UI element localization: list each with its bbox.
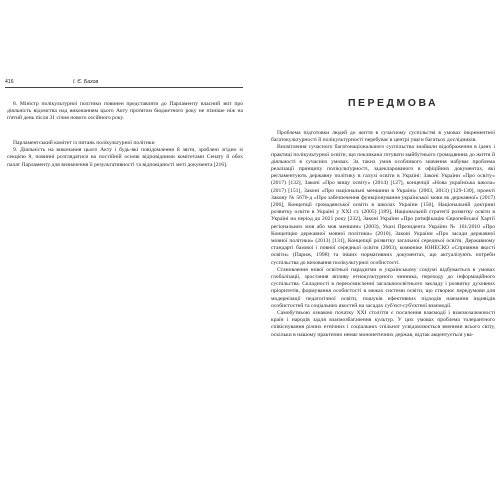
page-number: 416 xyxy=(5,79,14,85)
preface-paragraph-1: Проблема підготовки людей до життя в сучасному суспільстві в умовах інкрементної багатокультурності й полікультурності перебуває в центрі уваги багатьох дослідників. xyxy=(271,130,495,144)
running-author: І. Є. Бахов xyxy=(73,79,99,85)
paragraph-text: 9. Діяльність на виконання цього Акту і будь-які повідомлення й звіти, зроблені згідно зі секцією 8, повинні розглядатися на постійній основі відповідними комітетами Сенату й обох палат Парламенту для визначення її результативності та відповідності меті документа [216]. xyxy=(7,147,243,168)
preface-paragraph-3: Становлення нової освітньої парадигми в українському соціумі відбувається в умовах глобалізації, зростання впливу етнокультурного чинника, переходу до інформаційного суспільства. Складності в переосмисленні загальноосвітнього закладу і розвитку духовних пріоритетів, формування особистості в межах системи освіти, що створює передумови для модернізації педагогічної освіти, пошуків ефективних підходів навчання індивідів особистостей та соціальних якостей на засадах суб'єкт-суб'єктної взаємодії. xyxy=(271,266,495,309)
chapter-heading: ПЕРЕДМОВА xyxy=(348,97,439,109)
paragraph-9 xyxy=(7,140,243,169)
paragraph-8 xyxy=(7,101,243,123)
preface-paragraph-2: Висвітлення сучасного багатонаціонального суспільства знайшли відображення в ідеях і практиці полікультурної освіти, що покликана готувати майбутнього громадянина до життя й діяльності в сучасних умовах. За таких умов особливого значення набуває проблема реалізації принципу полікультурності, задекларованого в офіційних документах, які регламентують державну політику в галузі освіти в Україні: Законі України «Про освіту» (2017) [132], Законі «Про вищу освіту» (2014) [127], концепції «Нова українська школа» (2017) [151], Законі «Про національні меншини в Україні» (2003, 2013) [129-130], проекті Закону № 5670-д «Про забезпечення функціонування української мови як державної» (2017) [206], Концепції громадянської освіти в школах України [150], Національній доктрині розвитку освіти в Україні у ХХІ ст. (2005) [189], Національній стратегії розвитку освіти в Україні на період до 2021 року [232], Законі України «Про ратифікацію Європейської Хартії регіональних мов або мов меншин» (2003), Указі Президента України № 161/2010 «Про Концепцію державної мовної політики» (2010), Законі України «Про засади державної мовної політики» (2013) [131], Концепції розвитку загальної середньої освіти, Державному стандарті базової і повної середньої освіти (2003), комюніке ЮНЕСКО «Сприяння якості освіти» (Париж, 1998) та інших нормативних документах, що актуалізують потреби суспільства до виховання полікультурної особистості. xyxy=(271,144,495,266)
preface-body xyxy=(271,130,495,339)
section-title: Парламентський комітет із питань полікультурної політики xyxy=(13,140,155,146)
right-page xyxy=(250,0,500,500)
preface-paragraph-4: Самобутньою ознакою початку XXI століття є посилення взаємодії і взаємозалежності країн і народів задля взаємозбагачення культур. У цих умовах проблема толерантного співіснування різних етнічних і соціальних спільнот усвідомлюється вченими всього світу, оскільки в нашому практично немає мононетичних держав, відтак акцентується ува- xyxy=(271,310,495,338)
paragraph-text: 8. Міністр полікультурної політики повинен представляти до Парламенту власний звіт про діяльність відомства над виконанням цього Акту протягом бюджетного року не пізніше ніж на п'ятий день після 31 січня нового сесійного року. xyxy=(7,101,243,122)
running-head xyxy=(5,78,243,88)
